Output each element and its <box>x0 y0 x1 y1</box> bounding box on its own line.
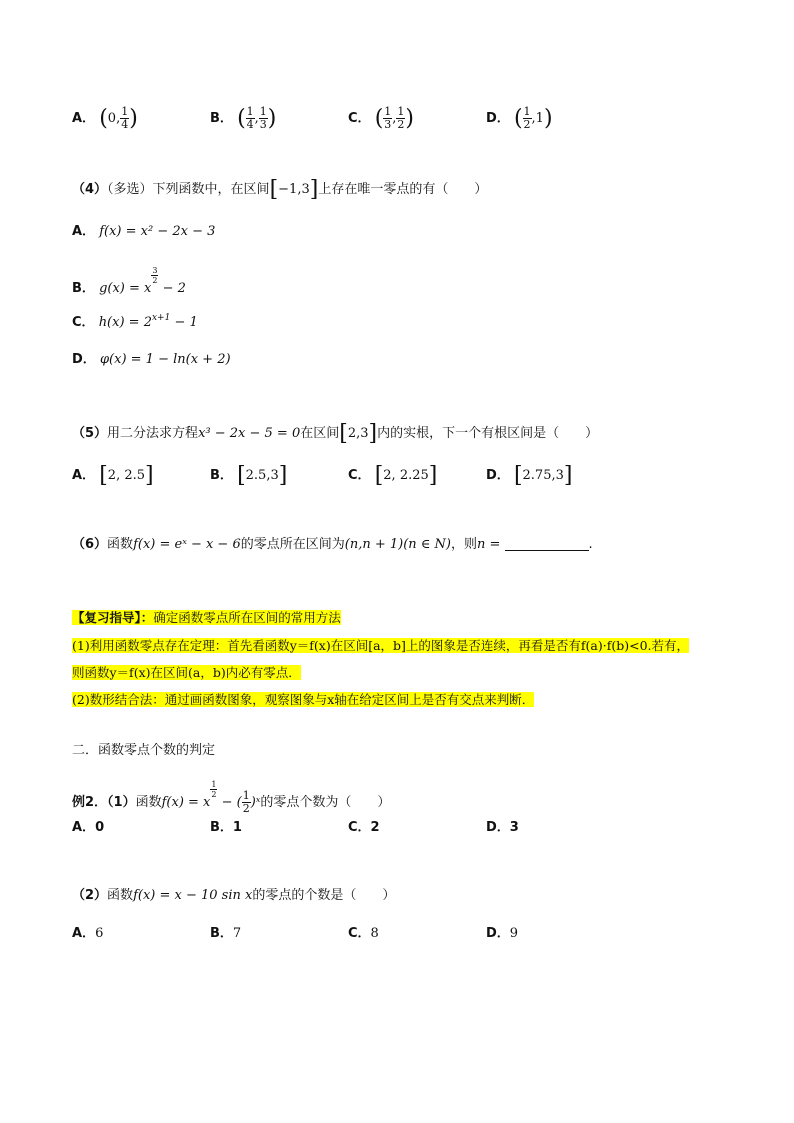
q4-option-a <box>72 222 215 242</box>
option-label: B． <box>210 468 233 483</box>
fraction: $\frac{1}{2}$ <box>523 105 531 131</box>
option-label: A． <box>72 468 96 483</box>
option-value: 3 <box>509 820 519 835</box>
example-label: 例2． <box>72 795 108 810</box>
question-text: 的零点个数为（ ） <box>260 795 391 810</box>
option-label: C． <box>348 111 371 126</box>
option-label: B． <box>210 926 233 941</box>
math-interval: 2, 2.25 <box>383 468 429 483</box>
review-line-1: (1)利用函数零点存在定理：首先看函数y＝f(x)在区间[a，b]上的图象是否连续，再看是否有f(a)·f(b)<0.若有， <box>72 638 689 653</box>
ex2-stem: 例2．（1）函数f(x) = x $\frac{1}{2}$ − ( $\frac{1}{2}$ )ˣ的零点个数为（ ） <box>72 780 391 815</box>
option-label: B． <box>72 281 95 296</box>
ex2-2-option-a <box>72 924 103 944</box>
math-expression: h(x) = 2 <box>98 315 152 330</box>
fraction: $\frac{1}{4}$ <box>121 105 129 131</box>
review-line-3: (2)数形结合法：通过画函数图象，观察图象与x轴在给定区间上是否有交点来判断． <box>72 692 535 707</box>
fraction: $\frac{1}{2}$ <box>397 105 405 131</box>
question-number: （5） <box>72 426 108 441</box>
option-label: D． <box>72 352 96 367</box>
question-text: 的零点所在区间为 <box>240 537 345 552</box>
math-interval: 2, 2.5 <box>107 468 146 483</box>
q3-option-b: B． ( $\frac{1}{4}$ , $\frac{1}{3}$ ) <box>210 105 277 131</box>
option-label: A． <box>72 926 96 941</box>
ex2-2-option-c <box>348 924 379 944</box>
math-expression: n = <box>477 537 501 552</box>
question-text: 函数 <box>107 537 134 552</box>
exponent-fraction: $\frac{3}{2}$ <box>152 266 158 285</box>
math-interval: 2.5,3 <box>245 468 279 483</box>
option-value: 6 <box>95 926 104 941</box>
option-label: D． <box>486 926 510 941</box>
math-expression: f(x) = x − 10 sin x <box>133 888 253 903</box>
question-text: 在区间 <box>300 426 340 441</box>
question-text: ，则 <box>450 537 477 552</box>
option-value: 9 <box>509 926 519 941</box>
q4-option-d <box>72 350 231 370</box>
option-label: D． <box>486 468 510 483</box>
q3-option-d: D． ( $\frac{1}{2}$ ,1) <box>486 105 553 131</box>
math-interval: −1,3 <box>278 182 310 197</box>
ex2-option-d <box>486 818 519 838</box>
q5-option-c: C． [2, 2.25] <box>348 463 438 488</box>
option-value: 1 <box>232 820 242 835</box>
ex2-2-stem <box>72 886 395 906</box>
section-heading: 二．函数零点个数的判定 <box>72 743 216 758</box>
option-value: 2 <box>370 820 380 835</box>
q4-stem: （4）（多选）下列函数中，在区间[−1,3]上存在唯一零点的有（ ） <box>72 177 488 202</box>
q3-option-c: C． ( $\frac{1}{3}$ , $\frac{1}{2}$ ) <box>348 105 415 131</box>
fraction: $\frac{1}{3}$ <box>384 105 392 131</box>
option-label: C． <box>348 926 371 941</box>
q4-option-c: C． $h(x) = 2^{x+1} - 1$ <box>72 313 198 330</box>
q6-stem: （6）函数f(x) = eˣ − x − 6的零点所在区间为(n,n + 1)(n ∈ N)，则n = . <box>72 537 593 552</box>
fraction: $\frac{1}{2}$ <box>242 789 250 815</box>
question-text: 函数 <box>135 795 162 810</box>
option-value: 7 <box>232 926 242 941</box>
ex2-option-a <box>72 818 104 838</box>
q5-option-d: D． [2.75,3] <box>486 463 573 488</box>
fraction: $\frac{1}{4}$ <box>246 105 254 131</box>
question-text: 上存在唯一零点的有（ ） <box>318 182 488 197</box>
review-line-2: 则函数y＝f(x)在区间(a，b)内必有零点． <box>72 665 301 680</box>
review-title <box>72 608 341 628</box>
math-interval: 2,3 <box>347 426 369 441</box>
math-interval: (n,n + 1)(n ∈ N) <box>344 537 451 552</box>
option-value: 0 <box>95 820 105 835</box>
q5-option-a: A． [2, 2.5] <box>72 463 154 488</box>
option-label: D． <box>486 820 510 835</box>
math-expression: f(x) = eˣ − x − 6 <box>133 537 241 552</box>
option-label: C． <box>348 820 371 835</box>
math-interval: 2.75,3 <box>522 468 564 483</box>
ex2-2-option-b <box>210 924 241 944</box>
math-expression: f(x) = x <box>161 795 211 810</box>
ex2-option-c <box>348 818 380 838</box>
option-label: C． <box>72 315 95 330</box>
option-label: D． <box>486 111 510 126</box>
option-label: B． <box>210 820 233 835</box>
ex2-2-option-d <box>486 924 518 944</box>
question-text: 用二分法求方程 <box>107 426 199 441</box>
question-number: （6） <box>72 537 108 552</box>
question-text: 内的实根，下一个有根区间是（ ） <box>377 426 599 441</box>
option-label: A． <box>72 820 96 835</box>
option-label: A． <box>72 224 96 239</box>
q3-option-a: A． (0, $\frac{1}{4}$ ) <box>72 105 138 131</box>
option-label: C． <box>348 468 371 483</box>
math-expression: φ(x) = 1 − ln(x + 2) <box>99 352 231 367</box>
question-number: （4） <box>72 182 108 197</box>
math-text: 0, <box>107 111 121 126</box>
q5-option-b: B． [2.5,3] <box>210 463 288 488</box>
review-heading-text: 确定函数零点所在区间的常用方法 <box>153 610 341 625</box>
math-expression: f(x) = x² − 2x − 3 <box>99 224 216 239</box>
math-text: ,1 <box>531 111 544 126</box>
exponent-fraction: $\frac{1}{2}$ <box>211 780 217 799</box>
question-text: （多选）下列函数中，在区间 <box>107 182 270 197</box>
question-text: 的零点的个数是（ ） <box>252 888 396 903</box>
math-expression: g(x) = x <box>99 281 152 296</box>
question-number: （2） <box>72 888 108 903</box>
exponent: x+1 <box>151 313 171 323</box>
q5-stem: （5）用二分法求方程x³ − 2x − 5 = 0在区间[2,3]内的实根，下一个有根区间是（ ） <box>72 421 599 446</box>
answer-blank[interactable] <box>505 536 589 551</box>
question-number: （1） <box>107 795 136 810</box>
math-expression: x³ − 2x − 5 = 0 <box>198 426 301 441</box>
review-heading: 【复习指导】： <box>72 610 154 625</box>
q4-option-b: B． g(x) = x $\frac{3}{2}$ − 2 <box>72 266 186 296</box>
option-label: B． <box>210 111 233 126</box>
question-text: 函数 <box>107 888 134 903</box>
option-value: 8 <box>370 926 379 941</box>
option-label: A． <box>72 111 96 126</box>
ex2-option-b <box>210 818 242 838</box>
fraction: $\frac{1}{3}$ <box>259 105 267 131</box>
